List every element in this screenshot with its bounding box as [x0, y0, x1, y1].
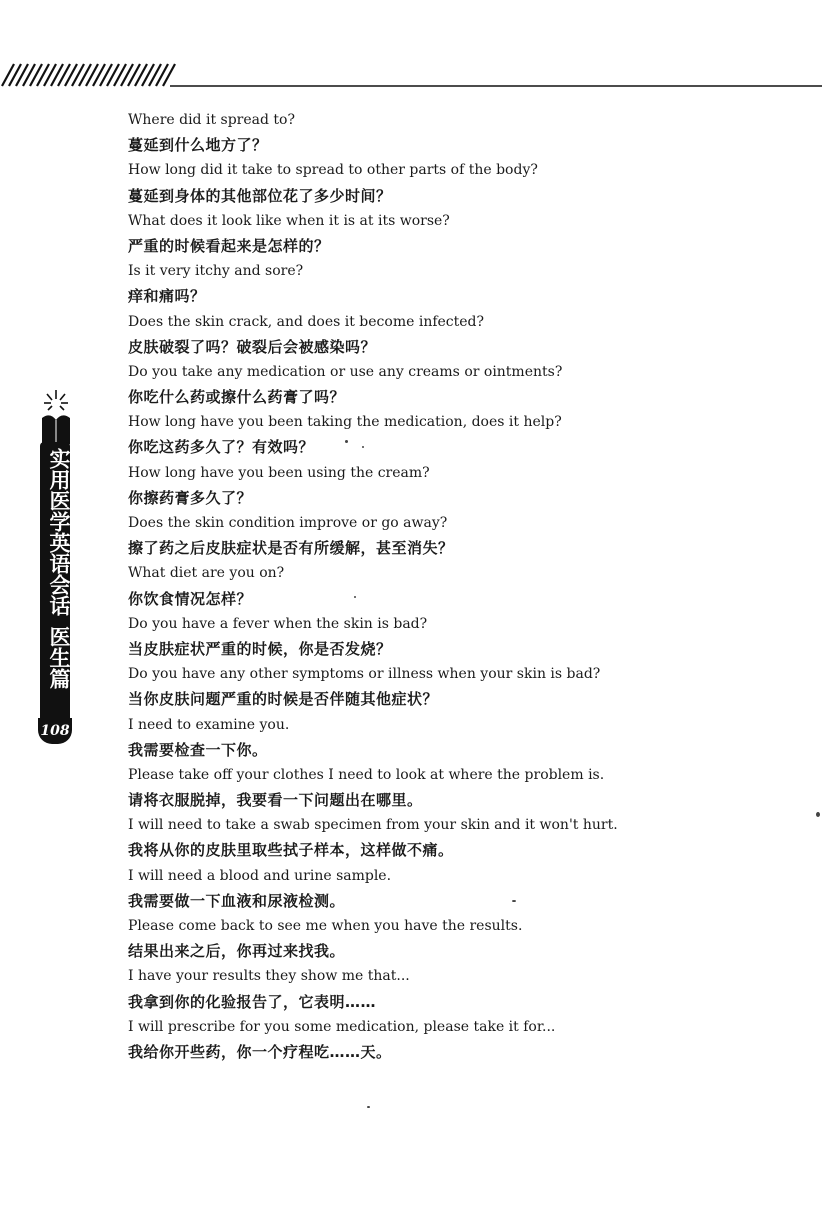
book-title-vertical [40, 448, 70, 689]
chinese-translation-line: 我需要检查一下你。 [128, 740, 268, 759]
chinese-translation-line: 蔓延到什么地方了？ [128, 136, 268, 155]
dialogue-list [128, 108, 808, 1065]
english-sentence-line: Please come back to see me when you have the results. [128, 918, 523, 934]
hatched-header-decoration [0, 62, 822, 88]
book-title: 实用医学英语会话 [47, 448, 71, 616]
chapter-sidebar [36, 388, 76, 748]
chinese-translation-line: 皮肤破裂了吗？破裂后会被感染吗？ [128, 337, 377, 356]
chinese-translation-line: 痒和痛吗？ [128, 287, 206, 306]
page-header-rule [0, 62, 822, 88]
volume-title: 医生篇 [47, 626, 71, 689]
scan-speck [345, 440, 348, 443]
english-sentence-line: Do you take any medication or use any creams or ointments? [128, 363, 563, 380]
chinese-translation-line: 你擦药膏多久了？ [128, 488, 253, 507]
english-sentence-line: I will need a blood and urine sample. [128, 867, 392, 884]
english-sentence-line: Do you have a fever when the skin is bad? [128, 615, 428, 632]
chinese-translation-line: 我拿到你的化验报告了，它表明…… [128, 992, 377, 1011]
english-sentence-line: How long have you been taking the medication, does it help? [128, 414, 562, 431]
chinese-translation-line: 请将衣服脱掉，我要看一下问题出在哪里。 [128, 791, 423, 810]
chinese-translation-line: 当你皮肤问题严重的时候是否伴随其他症状？ [128, 690, 439, 709]
english-sentence-line: What diet are you on? [128, 565, 285, 582]
chinese-translation-line: 蔓延到身体的其他部位花了多少时间？ [128, 186, 392, 205]
scan-speck [362, 446, 364, 448]
chinese-translation-line: 我将从你的皮肤里取些拭子样本，这样做不痛。 [128, 841, 454, 860]
scan-speck [816, 812, 820, 817]
chinese-translation-line: 擦了药之后皮肤症状是否有所缓解，甚至消失？ [128, 539, 454, 558]
english-sentence-line: Do you have any other symptoms or illness when your skin is bad? [128, 666, 601, 683]
chinese-translation-line: 你饮食情况怎样？ [128, 589, 253, 608]
chinese-translation-line: 你吃这药多久了？有效吗？ [128, 438, 315, 457]
english-sentence-line: Where did it spread to? [128, 112, 295, 128]
english-sentence-line: How long did it take to spread to other parts of the body? [128, 162, 538, 179]
sparkle-book-icon [36, 388, 76, 446]
chinese-translation-line: 严重的时候看起来是怎样的？ [128, 236, 330, 255]
chinese-translation-line: 结果出来之后，你再过来找我。 [128, 942, 346, 961]
english-sentence-line: Does the skin condition improve or go away? [128, 515, 448, 531]
english-sentence-line: I will prescribe for you some medication, please take it for... [128, 1018, 556, 1035]
scan-speck [354, 596, 356, 598]
english-sentence-line: How long have you been using the cream? [128, 464, 430, 481]
english-sentence-line: Please take off your clothes I need to look at where the problem is. [128, 766, 605, 783]
chinese-translation-line: 我需要做一下血液和尿液检测。 [128, 891, 346, 910]
chinese-translation-line: 我给你开些药，你一个疗程吃……天。 [128, 1042, 392, 1061]
english-sentence-line: I need to examine you. [128, 716, 290, 733]
english-sentence-line: I have your results they show me that... [128, 968, 410, 985]
scan-speck [512, 900, 516, 902]
english-sentence-line: I will need to take a swab specimen from your skin and it won't hurt. [128, 817, 618, 834]
english-sentence-line: Does the skin crack, and does it become infected? [128, 313, 485, 330]
english-sentence-line: Is it very itchy and sore? [128, 263, 304, 280]
chinese-translation-line: 当皮肤症状严重的时候，你是否发烧？ [128, 639, 392, 658]
page-number: 108 [38, 718, 72, 744]
scan-speck [367, 1106, 370, 1108]
english-sentence-line: What does it look like when it is at its worse? [128, 212, 450, 229]
chinese-translation-line: 你吃什么药或擦什么药膏了吗？ [128, 388, 346, 407]
